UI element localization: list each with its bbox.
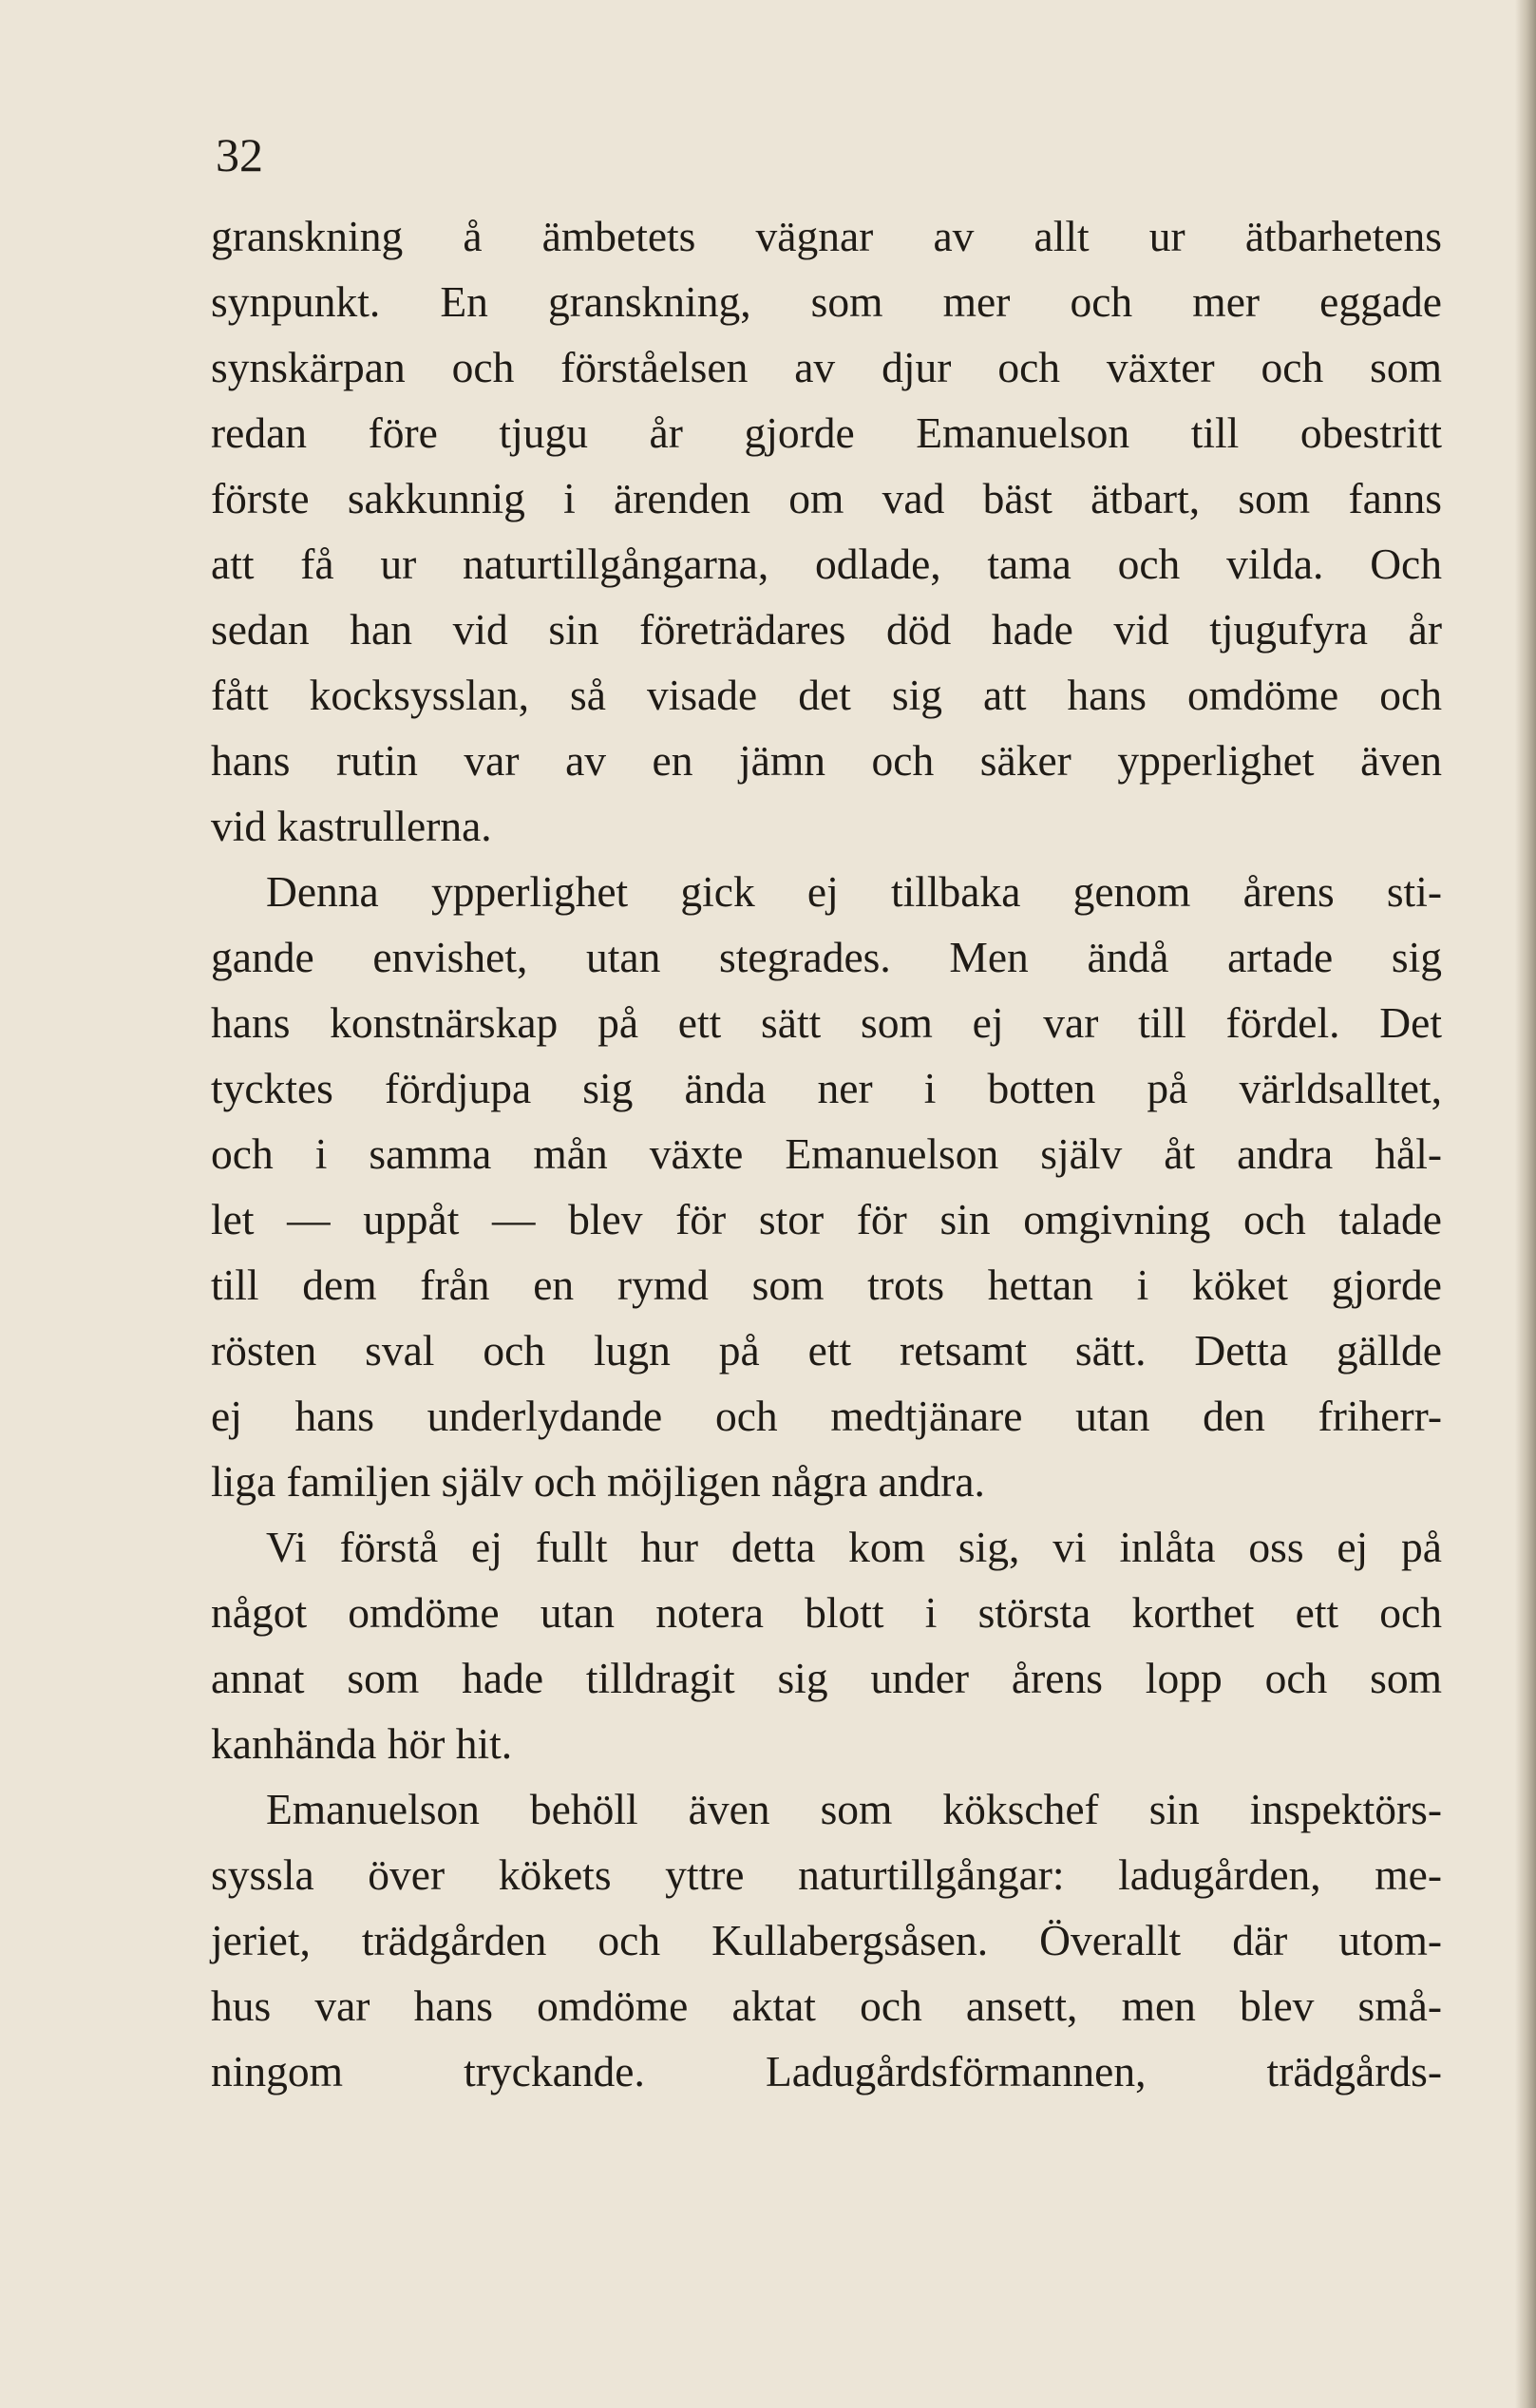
text-line: Emanuelson behöll även som kökschef sin inspektörs- bbox=[266, 1785, 1442, 1833]
text-line: liga familjen själv och möjligen några andra. bbox=[211, 1457, 985, 1506]
paragraph bbox=[211, 203, 1442, 859]
text-line: något omdöme utan notera blott i största korthet ett och bbox=[211, 1588, 1442, 1637]
text-line: fått kocksysslan, så visade det sig att hans omdöme och bbox=[211, 671, 1442, 719]
page-edge-shadow bbox=[1515, 0, 1536, 2408]
paragraphs bbox=[211, 203, 1442, 2104]
text-line: ningom tryckande. Ladugårdsförmannen, trädgårds- bbox=[211, 2047, 1442, 2095]
text-line: gande envishet, utan stegrades. Men ändå artade sig bbox=[211, 933, 1442, 981]
text-line: granskning å ämbetets vägnar av allt ur ätbarhetens bbox=[211, 212, 1442, 260]
text-line: Denna ypperlighet gick ej tillbaka genom årens sti- bbox=[266, 867, 1442, 916]
text-line: jeriet, trädgården och Kullabergsåsen. Överallt där utom- bbox=[211, 1916, 1442, 1964]
text-line: hans konstnärskap på ett sätt som ej var till fördel. Det bbox=[211, 998, 1442, 1047]
text-line: tycktes fördjupa sig ända ner i botten på världsalltet, bbox=[211, 1064, 1442, 1112]
text-line: förste sakkunnig i ärenden om vad bäst ätbart, som fanns bbox=[211, 474, 1442, 522]
text-line: kanhända hör hit. bbox=[211, 1719, 513, 1768]
text-line: sedan han vid sin företrädares död hade vid tjugufyra år bbox=[211, 605, 1442, 654]
text-line: let — uppåt — blev för stor för sin omgivning och talade bbox=[211, 1195, 1442, 1243]
text-line: annat som hade tilldragit sig under årens lopp och som bbox=[211, 1654, 1442, 1702]
page-number: 32 bbox=[216, 128, 263, 181]
text-line: redan före tjugu år gjorde Emanuelson till obestritt bbox=[211, 408, 1442, 457]
text-line: rösten sval och lugn på ett retsamt sätt. Detta gällde bbox=[211, 1326, 1442, 1375]
text-line: till dem från en rymd som trots hettan i köket gjorde bbox=[211, 1261, 1442, 1309]
text-line: synskärpan och förståelsen av djur och växter och som bbox=[211, 343, 1442, 391]
text-line: att få ur naturtillgångarna, odlade, tama och vilda. Och bbox=[211, 540, 1442, 588]
paragraph bbox=[211, 1776, 1442, 2104]
paragraph bbox=[211, 1514, 1442, 1776]
text-line: hans rutin var av en jämn och säker ypperlighet även bbox=[211, 736, 1442, 785]
text-line: och i samma mån växte Emanuelson själv åt andra hål- bbox=[211, 1129, 1442, 1178]
body-text bbox=[211, 203, 1442, 2104]
text-line: synpunkt. En granskning, som mer och mer eggade bbox=[211, 277, 1442, 326]
text-line: Vi förstå ej fullt hur detta kom sig, vi inlåta oss ej på bbox=[266, 1523, 1442, 1571]
text-line: vid kastrullerna. bbox=[211, 802, 492, 850]
text-line: ej hans underlydande och medtjänare utan den friherr- bbox=[211, 1392, 1442, 1440]
text-line: hus var hans omdöme aktat och ansett, men blev små- bbox=[211, 1981, 1442, 2030]
paragraph bbox=[211, 859, 1442, 1514]
text-line: syssla över kökets yttre naturtillgångar: ladugården, me- bbox=[211, 1850, 1442, 1899]
